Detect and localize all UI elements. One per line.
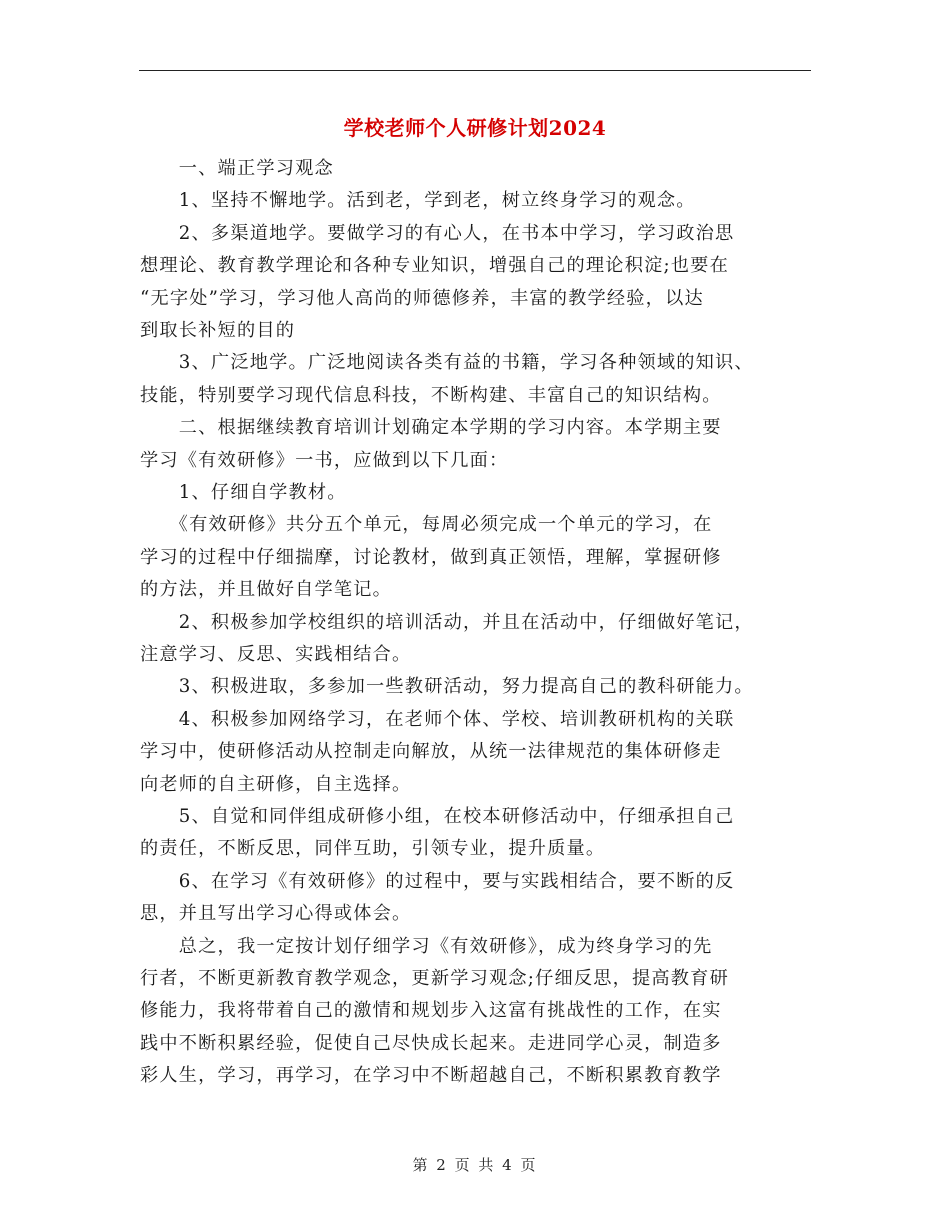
text-line: 践中不断积累经验，促使自己尽快成长起来。走进同学心灵，制造多: [140, 1032, 722, 1054]
text-line: 一、端正学习观念: [140, 158, 334, 179]
text-line: 修能力，我将带着自己的激情和规划步入这富有挑战性的工作，在实: [140, 1000, 722, 1022]
text-line: 学习的过程中仔细揣摩，讨论教材，做到真正领悟，理解，掌握研修: [140, 546, 722, 568]
text-line: 2、积极参加学校组织的培训活动，并且在活动中，仔细做好笔记，: [140, 611, 754, 633]
text-line: 5、自觉和同伴组成研修小组，在校本研修活动中，仔细承担自己: [140, 806, 735, 827]
text-line: 思，并且写出学习心得或体会。: [140, 903, 412, 925]
text-line: 《有效研修》共分五个单元，每周必须完成一个单元的学习，在: [140, 514, 713, 536]
text-line: 向老师的自主研修，自主选择。: [140, 773, 412, 795]
text-line: 2、多渠道地学。要做学习的有心人，在书本中学习，学习政治思: [140, 222, 735, 244]
page-footer: 第 2 页 共 4 页: [412, 1156, 538, 1174]
text-line: 的方法，并且做好自学笔记。: [140, 579, 393, 601]
text-line: 1、坚持不懈地学。活到老，学到老，树立终身学习的观念。: [140, 190, 696, 212]
text-line: 二、根据继续教育培训计划确定本学期的学习内容。本学期主要: [140, 417, 722, 439]
text-line: 3、广泛地学。广泛地阅读各类有益的书籍，学习各种领域的知识、: [140, 352, 754, 374]
text-line: 技能，特别要学习现代信息科技，不断构建、丰富自己的知识结构。: [140, 384, 722, 406]
header-rule: [139, 70, 811, 71]
text-line: 学习中，使研修活动从控制走向解放，从统一法律规范的集体研修走: [140, 741, 722, 763]
text-line: 1、仔细自学教材。: [140, 482, 347, 503]
text-line: 彩人生，学习，再学习，在学习中不断超越自己，不断积累教育教学: [140, 1065, 722, 1087]
text-line: 注意学习、反思、实践相结合。: [140, 644, 412, 665]
text-line: 想理论、教育教学理论和各种专业知识，增强自己的理论积淀;也要在: [140, 255, 729, 277]
text-line: 3、积极进取，多参加一些教研活动，努力提高自己的教科研能力。: [140, 676, 754, 698]
text-line: 4、积极参加网络学习，在老师个体、学校、培训教研机构的关联: [140, 708, 735, 730]
text-line: 6、在学习《有效研修》的过程中，要与实践相结合，要不断的反: [140, 870, 735, 892]
text-line: 的责任，不断反思，同伴互助，引领专业，提升质量。: [140, 838, 606, 860]
text-line: 总之，我一定按计划仔细学习《有效研修》，成为终身学习的先: [140, 935, 713, 957]
document-title: 学校老师个人研修计划2024: [343, 116, 607, 140]
text-line: 学习《有效研修》一书，应做到以下几面：: [140, 449, 509, 471]
text-line: “无字处”学习，学习他人高尚的师德修养，丰富的教学经验，以达: [140, 287, 704, 309]
text-line: 行者，不断更新教育教学观念，更新学习观念;仔细反思，提高教育研: [140, 968, 729, 989]
text-line: 到取长补短的目的: [140, 320, 296, 341]
